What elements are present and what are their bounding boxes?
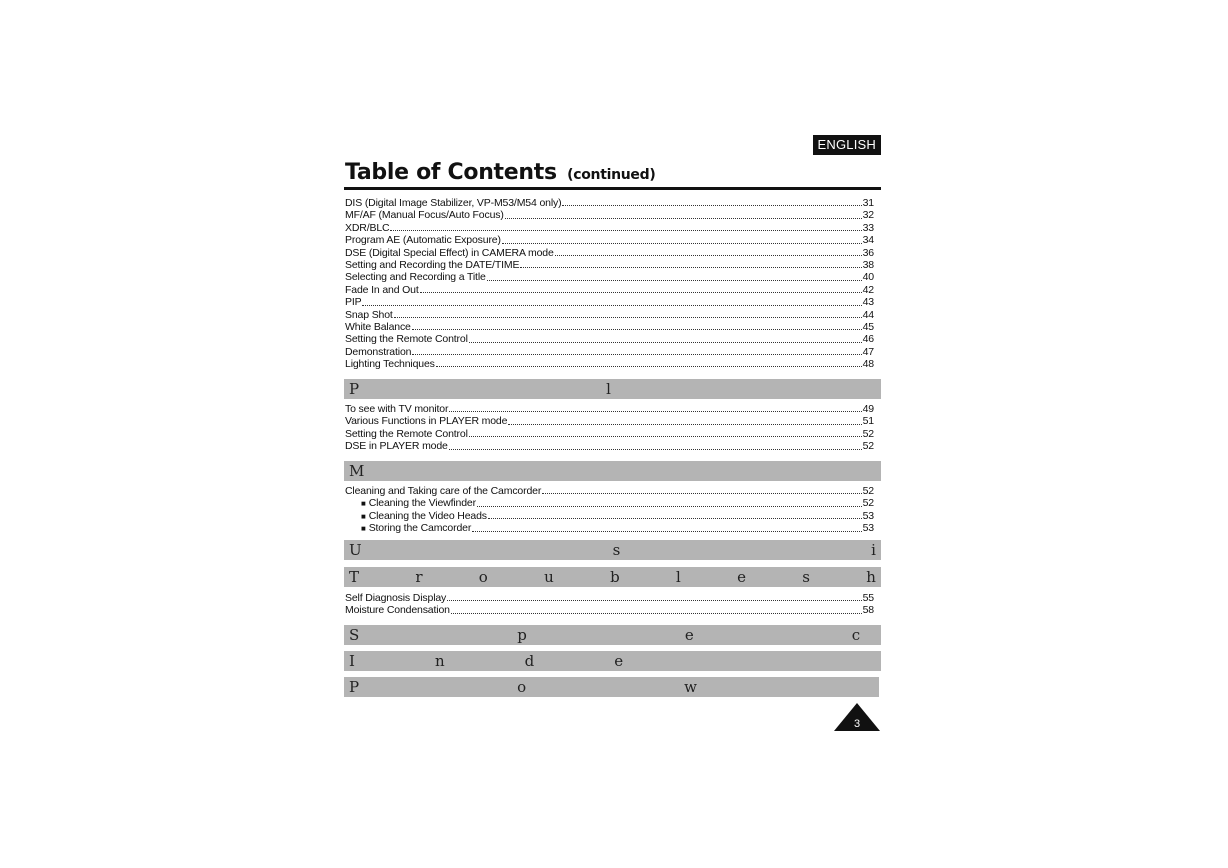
toc-entry-text: Lighting Techniques	[345, 358, 435, 371]
dot-leader	[436, 358, 862, 367]
dot-leader	[390, 222, 861, 231]
toc-entry-label	[345, 271, 486, 283]
dot-leader	[487, 272, 862, 281]
toc-entry-page: 47	[862, 345, 874, 358]
dot-leader	[362, 297, 861, 306]
toc-entry-label	[345, 522, 471, 535]
toc-entry-page: 34	[862, 234, 874, 247]
section-bar-6	[344, 651, 881, 671]
toc-entry	[345, 440, 874, 452]
toc-entry-text: Moisture Condensation	[345, 604, 450, 617]
section-bar-7-letter: P	[349, 678, 360, 696]
dot-leader	[469, 334, 862, 343]
toc-entry-label	[345, 259, 519, 271]
toc-entry-text: DSE in PLAYER mode	[345, 440, 448, 453]
toc-entry-page: 48	[862, 358, 874, 371]
dot-leader	[488, 510, 862, 519]
toc-entry-label	[345, 485, 541, 497]
page-number: 3	[853, 718, 861, 730]
section-bar-4-letter: l	[675, 568, 681, 586]
toc-entry	[345, 259, 874, 271]
toc-entry-page: 31	[862, 197, 874, 209]
bullet-icon: ■	[361, 524, 366, 534]
bullet-icon: ■	[361, 499, 366, 509]
dot-leader	[472, 523, 861, 532]
toc-entry	[345, 197, 874, 209]
toc-entry-text: XDR/BLC	[345, 221, 390, 234]
toc-entry-page: 58	[862, 604, 874, 617]
toc-entry	[345, 592, 874, 604]
toc-entry-label	[345, 440, 448, 452]
toc-entry-text: Snap Shot	[345, 308, 393, 321]
section-bar-1-letter: l	[606, 380, 611, 398]
language-badge: ENGLISH	[813, 135, 881, 155]
toc-group-player	[345, 403, 874, 453]
section-bar-6-letter: n	[434, 652, 445, 670]
dot-leader	[508, 416, 861, 425]
toc-entry	[345, 321, 874, 333]
toc-entry	[345, 522, 874, 534]
dot-leader	[469, 428, 862, 437]
section-bar-2-letter: M	[349, 462, 365, 480]
section-bar-4-letter: u	[544, 568, 554, 586]
dot-leader	[505, 210, 862, 219]
toc-entry-text: DIS (Digital Image Stabilizer, VP-M53/M54 only)	[345, 197, 562, 209]
toc-entry	[345, 284, 874, 296]
section-bar-4-letter: b	[610, 568, 620, 586]
toc-entry	[345, 296, 874, 308]
toc-entry-text: Cleaning the Video Heads	[368, 509, 487, 522]
toc-entry-page: 52	[862, 440, 874, 453]
toc-entry-text: Cleaning and Taking care of the Camcorder	[345, 485, 542, 497]
toc-entry-label	[345, 428, 468, 440]
dot-leader	[420, 284, 862, 293]
toc-entry-text: DSE (Digital Special Effect) in CAMERA mode	[345, 246, 554, 259]
toc-entry-text: Fade In and Out	[345, 283, 419, 296]
section-bar-3-letter: U	[349, 541, 362, 559]
toc-entry-page: 51	[862, 415, 874, 428]
page-title-text: Table of Contents	[345, 160, 557, 185]
toc-entry-label	[345, 222, 389, 234]
section-bar-4	[344, 567, 881, 587]
toc-entry	[345, 333, 874, 345]
toc-entry-label	[345, 284, 419, 296]
dot-leader	[451, 605, 862, 614]
section-bar-4-letter: o	[478, 568, 488, 586]
toc-entry-page: 36	[862, 246, 874, 259]
section-bar-4-letter: e	[737, 568, 746, 586]
toc-entry-text: Various Functions in PLAYER mode	[345, 415, 508, 428]
toc-entry	[345, 309, 874, 321]
toc-entry-label	[345, 497, 476, 510]
toc-entry	[345, 415, 874, 427]
section-bar-5	[344, 625, 881, 645]
dot-leader	[447, 592, 861, 601]
toc-entry-text: Self Diagnosis Display	[345, 592, 447, 604]
section-bar-5-letter: S	[349, 626, 360, 644]
toc-entry	[345, 247, 874, 259]
toc-entry-label	[345, 197, 561, 209]
dot-leader	[502, 235, 862, 244]
section-bar-6-letter: e	[614, 652, 624, 670]
toc-entry-text: MF/AF (Manual Focus/Auto Focus)	[345, 209, 504, 222]
toc-entry-label	[345, 209, 504, 221]
toc-entry-text: Storing the Camcorder	[368, 522, 472, 535]
toc-entry-label	[345, 510, 487, 523]
section-bar-5-letter: e	[684, 626, 694, 644]
toc-entry-page: 44	[862, 308, 874, 321]
toc-entry-label	[345, 346, 411, 358]
section-bar-7	[344, 677, 879, 697]
toc-entry-label	[345, 234, 501, 246]
toc-entry-text: Cleaning the Viewfinder	[368, 497, 476, 510]
section-bar-4-letter: s	[802, 568, 810, 586]
toc-entry	[345, 604, 874, 616]
toc-entry-label	[345, 604, 450, 616]
toc-entry	[345, 222, 874, 234]
toc-entry-text: Setting and Recording the DATE/TIME	[345, 258, 520, 271]
toc-entry-page: 52	[862, 497, 874, 510]
dot-leader	[412, 346, 861, 355]
toc-entry-text: Setting the Remote Control	[345, 427, 468, 440]
toc-group-camera	[345, 197, 874, 370]
page-title	[345, 160, 655, 185]
toc-entry-label	[345, 358, 435, 370]
toc-entry-text: White Balance	[345, 320, 411, 333]
toc-entry-page: 53	[862, 509, 874, 522]
section-bar-2	[344, 461, 881, 481]
toc-entry-text: Selecting and Recording a Title	[345, 271, 486, 284]
section-bar-4-letter: h	[866, 568, 876, 586]
toc-entry-label	[345, 321, 411, 333]
toc-entry-label	[345, 592, 446, 604]
section-bar-5-letter: c	[851, 626, 861, 644]
toc-entry-page: 40	[862, 271, 874, 284]
dot-leader	[520, 259, 861, 268]
toc-entry-page: 52	[862, 427, 874, 440]
dot-leader	[394, 309, 862, 318]
toc-entry-page: 42	[862, 283, 874, 296]
toc-entry-text: Demonstration	[345, 345, 412, 358]
toc-entry-label	[345, 333, 468, 345]
toc-entry	[345, 403, 874, 415]
dot-leader	[542, 485, 861, 494]
toc-entry-label	[345, 403, 448, 415]
bullet-icon: ■	[361, 511, 366, 521]
toc-entry-label	[345, 309, 393, 321]
toc-entry-page: 32	[862, 209, 874, 222]
dot-leader	[477, 498, 862, 507]
toc-entry-page: 38	[862, 258, 874, 271]
toc-entry-page: 46	[862, 333, 874, 346]
title-rule	[344, 187, 881, 190]
toc-entry-page: 33	[862, 221, 874, 234]
section-bar-4-letter: T	[349, 568, 360, 586]
toc-entry	[345, 234, 874, 246]
toc-entry-text: Program AE (Automatic Exposure)	[345, 234, 501, 247]
dot-leader	[555, 247, 862, 256]
toc-entry-page: 49	[862, 403, 874, 415]
page-title-suffix: (continued)	[567, 167, 656, 183]
toc-entry	[345, 358, 874, 370]
dot-leader	[449, 441, 862, 450]
toc-entry	[345, 346, 874, 358]
toc-entry	[345, 271, 874, 283]
section-bar-7-letter: o	[517, 678, 527, 696]
dot-leader	[562, 197, 861, 206]
toc-entry-text: PIP	[345, 296, 362, 309]
toc-group-maintenance	[345, 485, 874, 535]
toc-entry-text: To see with TV monitor	[345, 403, 449, 415]
toc-entry	[345, 485, 874, 497]
toc-entry-page: 45	[862, 320, 874, 333]
toc-entry	[345, 428, 874, 440]
section-bar-4-letter: r	[415, 568, 423, 586]
section-bar-7-letter: w	[684, 678, 697, 696]
dot-leader	[412, 321, 862, 330]
toc-entry-page: 55	[862, 592, 874, 604]
toc-entry-text: Setting the Remote Control	[345, 333, 468, 346]
dot-leader	[449, 403, 861, 412]
toc-entry	[345, 497, 874, 509]
toc-entry-label	[345, 296, 361, 308]
section-bar-6-letter: I	[349, 652, 355, 670]
section-bar-5-letter: p	[517, 626, 527, 644]
section-bar-1-letter: P	[349, 380, 360, 398]
toc-entry	[345, 510, 874, 522]
toc-entry	[345, 209, 874, 221]
section-bar-3-letter: s	[612, 541, 621, 559]
section-bar-3-letter: i	[871, 541, 876, 559]
section-bar-6-letter: d	[524, 652, 535, 670]
toc-group-troubleshooting	[345, 592, 874, 617]
section-bar-1	[344, 379, 881, 399]
toc-entry-page: 52	[862, 485, 874, 497]
toc-entry-label	[345, 247, 554, 259]
toc-entry-label	[345, 415, 507, 427]
toc-entry-page: 53	[862, 522, 874, 535]
toc-entry-page: 43	[862, 296, 874, 309]
section-bar-3	[344, 540, 881, 560]
